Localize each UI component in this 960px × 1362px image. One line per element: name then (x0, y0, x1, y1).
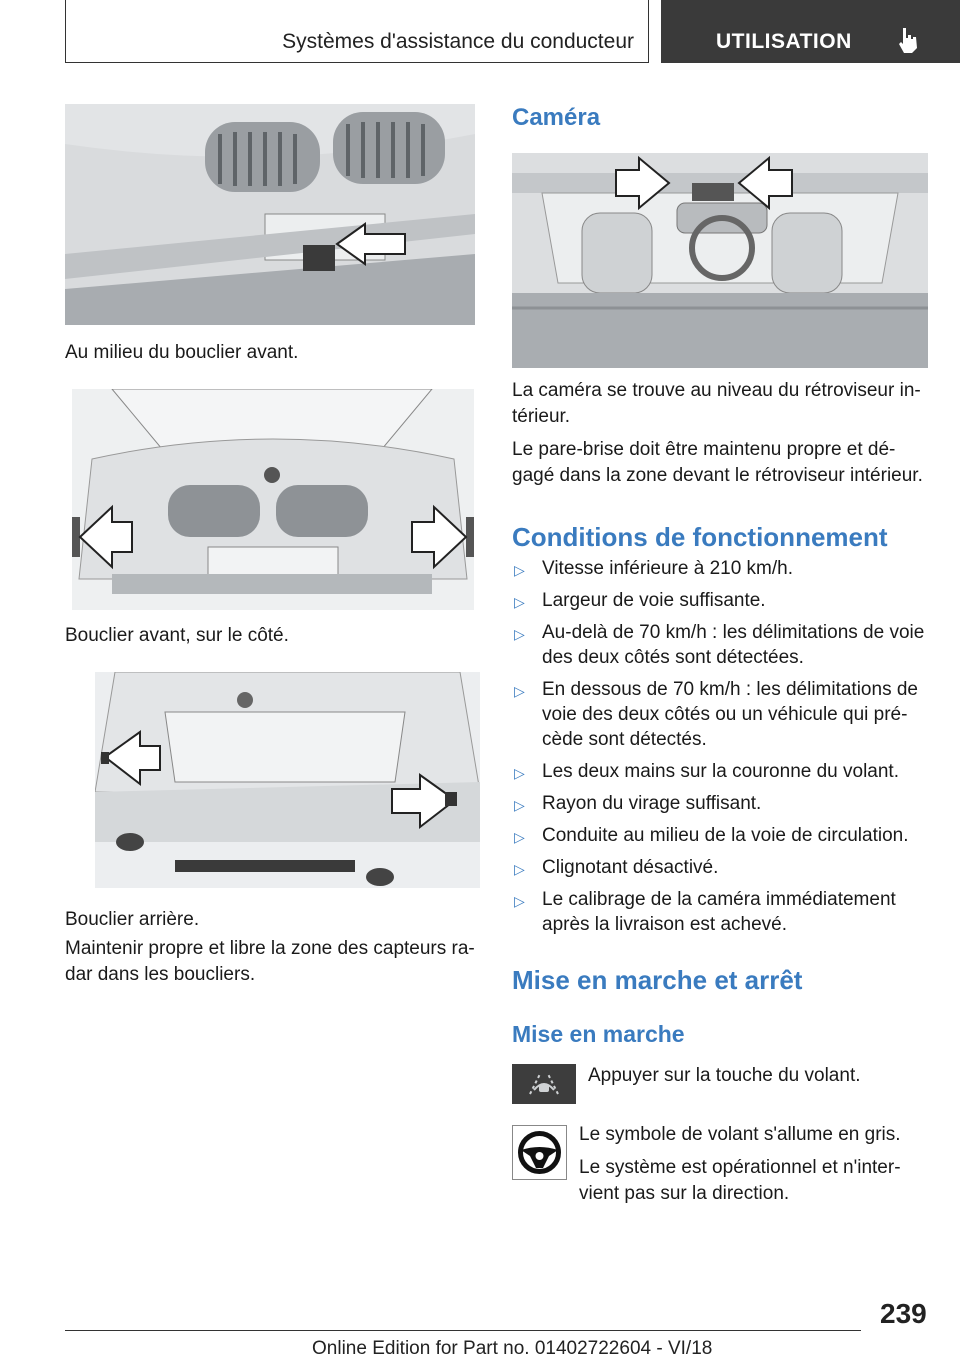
list-item: ▷ Le calibrage de la caméra immédiatement après la livraison est achevé. (514, 889, 896, 935)
footer-rule (65, 1330, 861, 1331)
radar-sensor-paragraph: Maintenir propre et libre la zone des capteurs ra-dar dans les boucliers. (65, 938, 475, 985)
front-bumper-side-image (72, 389, 474, 610)
heading-camera: Caméra (512, 104, 601, 131)
press-button-text: Appuyer sur la touche du volant. (588, 1065, 861, 1086)
page-number: 239 (880, 1298, 927, 1329)
header-chapter-title: UTILISATION (716, 30, 852, 53)
bullet-triangle-icon: ▷ (514, 562, 525, 578)
camera-location-image (512, 153, 928, 368)
bullet-triangle-icon: ▷ (514, 797, 525, 813)
header-chapter-tab (661, 0, 960, 63)
caption-front-center: Au milieu du bouclier avant. (65, 342, 299, 363)
list-item: ▷ Conduite au milieu de la voie de circulation. (512, 823, 932, 848)
conditions-list (512, 556, 932, 944)
footer-edition: Online Edition for Part no. 01402722604 - VI/18 (312, 1338, 713, 1359)
camera-paragraph-2: Le pare-brise doit être maintenu propre et dé-gagé dans la zone devant le rétroviseur intérieur. (512, 439, 923, 486)
heading-conditions: Conditions de fonctionnement (512, 522, 888, 552)
front-bumper-center-image (65, 104, 475, 325)
symbol-paragraph-1: Le symbole de volant s'allume en gris. (579, 1124, 901, 1145)
header-section-box (65, 0, 649, 63)
rear-bumper-image (95, 672, 480, 888)
list-item: ▷ Clignotant désactivé. (512, 855, 932, 880)
heading-on-off: Mise en marche et arrêt (512, 965, 803, 995)
bullet-triangle-icon: ▷ (514, 829, 525, 845)
bullet-triangle-icon: ▷ (514, 861, 525, 877)
list-item: ▷ Largeur de voie suffisante. (512, 588, 932, 613)
camera-paragraph-1: La caméra se trouve au niveau du rétroviseur in-térieur. (512, 380, 921, 427)
steering-wheel-icon (512, 1125, 567, 1180)
bullet-triangle-icon: ▷ (514, 893, 525, 909)
bullet-triangle-icon: ▷ (514, 594, 525, 610)
list-item: ▷ Au-delà de 70 km/h : les délimitations de voie des deux côtés sont détectées. (514, 622, 925, 668)
hand-pointer-icon (897, 26, 919, 54)
list-item: ▷ Rayon du virage suffisant. (512, 791, 932, 816)
bullet-triangle-icon: ▷ (514, 626, 525, 642)
list-item: ▷ Vitesse inférieure à 210 km/h. (512, 556, 932, 581)
bullet-triangle-icon: ▷ (514, 765, 525, 781)
bullet-triangle-icon: ▷ (514, 683, 525, 699)
list-item: ▷ En dessous de 70 km/h : les délimitations de voie des deux côtés ou un véhicule qui pré-cède sont détectés. (514, 679, 918, 750)
symbol-paragraph-2: Le système est opérationnel et n'inter-vient pas sur la direction. (579, 1157, 901, 1204)
caption-rear: Bouclier arrière. (65, 909, 200, 930)
subheading-switch-on: Mise en marche (512, 1021, 685, 1047)
list-item: ▷ Les deux mains sur la couronne du volant. (512, 759, 932, 784)
caption-front-side: Bouclier avant, sur le côté. (65, 625, 289, 646)
lane-assist-button-icon (512, 1064, 576, 1104)
header-section-title: Systèmes d'assistance du conducteur (282, 30, 634, 53)
